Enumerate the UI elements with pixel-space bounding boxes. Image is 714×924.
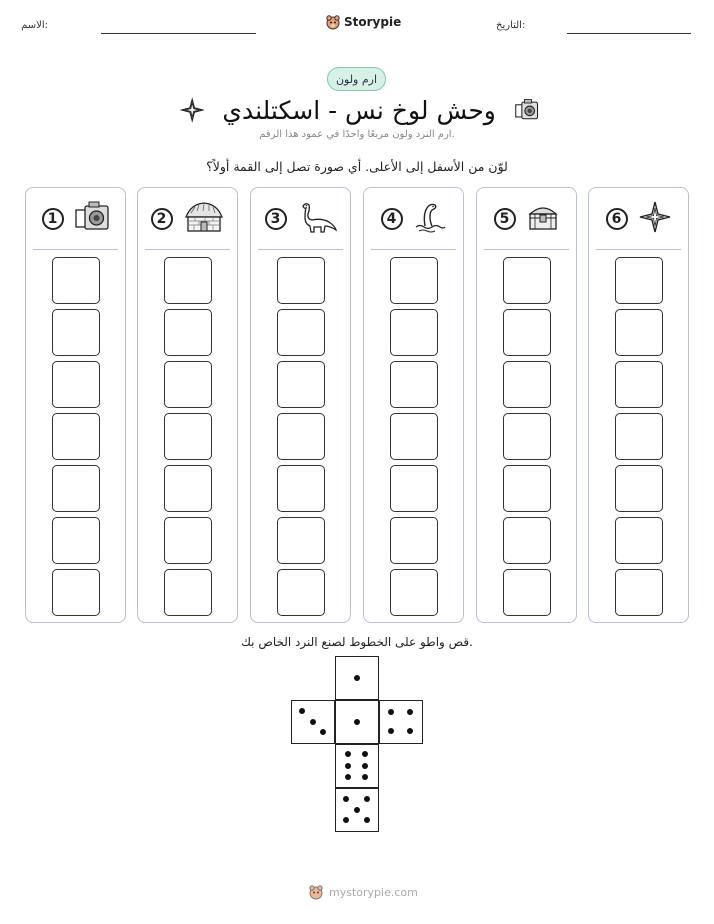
dice-pip	[354, 675, 360, 681]
title-text: وحش لوخ نس - اسكتلندي	[222, 95, 496, 125]
footer	[308, 884, 418, 900]
color-box[interactable]	[164, 569, 212, 616]
thatched-cottage-icon	[183, 200, 225, 238]
color-box[interactable]	[52, 465, 100, 512]
color-box[interactable]	[503, 361, 551, 408]
camera-icon	[74, 199, 110, 239]
color-box[interactable]	[390, 569, 438, 616]
column-divider	[258, 249, 343, 250]
color-box[interactable]	[164, 517, 212, 564]
column-divider	[371, 249, 456, 250]
loch-ness-monster-icon	[413, 200, 447, 238]
color-box[interactable]	[52, 569, 100, 616]
dice-face-5	[335, 788, 379, 832]
subtitle: ارم النرد ولون مربعًا واحدًا في عمود هذا الرقم.	[259, 129, 455, 140]
date-label: التاريخ:	[496, 20, 526, 31]
dice-pip	[345, 763, 351, 769]
dice-face-6	[335, 744, 379, 788]
color-box[interactable]	[277, 361, 325, 408]
color-box[interactable]	[52, 413, 100, 460]
dice-pip	[364, 796, 370, 802]
dice-pip	[345, 751, 351, 757]
column-number: 1	[42, 208, 64, 230]
column-divider	[596, 249, 681, 250]
dice-pip	[343, 796, 349, 802]
dice-pip	[299, 708, 305, 714]
color-box[interactable]	[277, 517, 325, 564]
treasure-chest-icon	[526, 200, 560, 238]
color-box[interactable]	[503, 309, 551, 356]
column-divider	[33, 249, 118, 250]
dice-face-1	[335, 700, 379, 744]
dice-pip	[320, 729, 326, 735]
column-divider	[145, 249, 230, 250]
dice-pip	[388, 709, 394, 715]
color-box[interactable]	[277, 257, 325, 304]
column-6	[588, 187, 689, 623]
brand-logo	[325, 14, 401, 30]
color-box[interactable]	[52, 257, 100, 304]
dice-pip	[345, 774, 351, 780]
activity-badge: ارم ولون	[327, 67, 386, 91]
dice-face-4	[379, 700, 423, 744]
dice-pip	[362, 763, 368, 769]
color-box[interactable]	[503, 465, 551, 512]
column-header	[364, 188, 463, 250]
color-box[interactable]	[390, 413, 438, 460]
color-box[interactable]	[277, 413, 325, 460]
column-divider	[484, 249, 569, 250]
column-4	[363, 187, 464, 623]
sparkle-icon	[638, 200, 672, 238]
column-header	[589, 188, 688, 250]
color-box[interactable]	[503, 257, 551, 304]
instruction-text: لوّن من الأسفل إلى الأعلى. أي صورة تصل إلى القمة أولاً؟	[206, 159, 508, 174]
footer-url: mystorypie.com	[329, 885, 418, 899]
color-box[interactable]	[615, 309, 663, 356]
storypie-mascot-icon	[325, 14, 341, 30]
dice-pip	[407, 709, 413, 715]
color-box[interactable]	[390, 465, 438, 512]
color-box[interactable]	[164, 413, 212, 460]
color-box[interactable]	[615, 257, 663, 304]
column-header	[26, 188, 125, 250]
dice-pip	[354, 807, 360, 813]
color-box[interactable]	[615, 569, 663, 616]
page-title	[180, 92, 540, 128]
dice-pip	[354, 719, 360, 725]
column-number: 3	[265, 208, 287, 230]
color-box[interactable]	[164, 257, 212, 304]
color-box[interactable]	[390, 361, 438, 408]
color-box[interactable]	[164, 465, 212, 512]
dice-face-1	[335, 656, 379, 700]
name-label: الاسم:	[21, 20, 48, 31]
column-number: 5	[494, 208, 516, 230]
color-box[interactable]	[615, 361, 663, 408]
column-number: 4	[381, 208, 403, 230]
dice-pip	[362, 751, 368, 757]
column-number: 2	[151, 208, 173, 230]
dice-face-3	[291, 700, 335, 744]
column-number: 6	[606, 208, 628, 230]
color-box[interactable]	[277, 465, 325, 512]
dinosaur-icon	[297, 200, 337, 238]
color-box[interactable]	[503, 569, 551, 616]
column-header	[251, 188, 350, 250]
column-5	[476, 187, 577, 623]
dice-pip	[407, 728, 413, 734]
dice-pip	[362, 774, 368, 780]
color-box[interactable]	[503, 413, 551, 460]
column-header	[138, 188, 237, 250]
color-box[interactable]	[52, 361, 100, 408]
color-box[interactable]	[277, 309, 325, 356]
color-box[interactable]	[390, 309, 438, 356]
color-box[interactable]	[277, 569, 325, 616]
column-header	[477, 188, 576, 250]
column-2	[137, 187, 238, 623]
brand-name: Storypie	[344, 15, 402, 29]
color-box[interactable]	[615, 465, 663, 512]
dice-pip	[343, 817, 349, 823]
dice-pip	[388, 728, 394, 734]
dice-pip	[310, 719, 316, 725]
storypie-mascot-icon	[308, 884, 324, 900]
color-box[interactable]	[164, 361, 212, 408]
color-box[interactable]	[164, 309, 212, 356]
name-line	[101, 33, 256, 34]
sparkle-icon	[180, 96, 204, 124]
color-box[interactable]	[52, 309, 100, 356]
color-box[interactable]	[615, 413, 663, 460]
color-box[interactable]	[503, 517, 551, 564]
column-3	[250, 187, 351, 623]
column-1	[25, 187, 126, 623]
color-box[interactable]	[52, 517, 100, 564]
color-box[interactable]	[615, 517, 663, 564]
color-box[interactable]	[390, 257, 438, 304]
camera-icon	[514, 95, 540, 125]
date-line	[567, 33, 691, 34]
color-box[interactable]	[390, 517, 438, 564]
dice-pip	[364, 817, 370, 823]
dice-instruction: قص واطو على الخطوط لصنع النرد الخاص بك.	[241, 635, 473, 649]
